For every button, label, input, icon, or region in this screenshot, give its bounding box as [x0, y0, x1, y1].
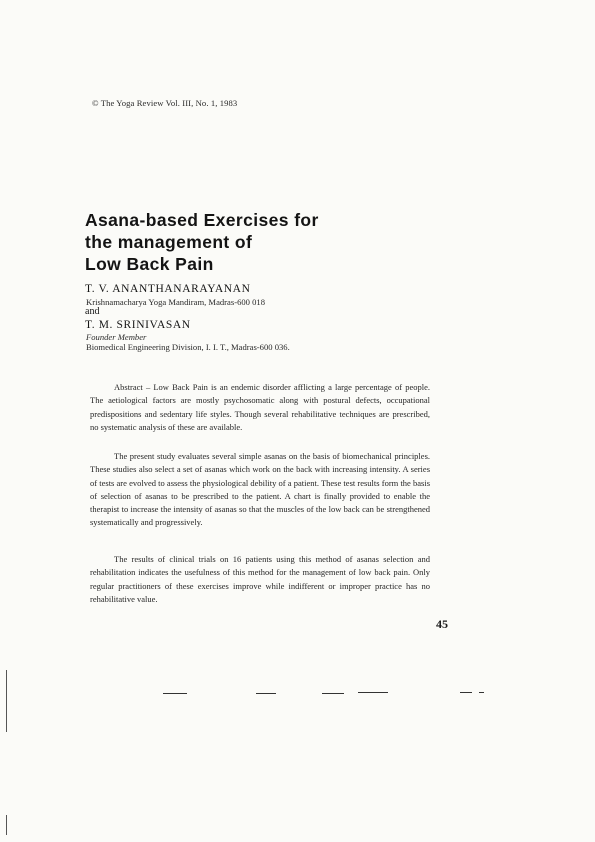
author-1-name: T. V. ANANTHANARAYANAN	[85, 283, 251, 295]
scan-edge-mark	[6, 815, 7, 835]
scan-mark	[479, 692, 484, 693]
scan-mark	[358, 692, 388, 693]
author-connector: and	[85, 306, 100, 317]
scan-mark	[460, 692, 472, 693]
abstract-paragraph-2: The present study evaluates several simple asanas on the basis of biomechanical principles. These studies also select a set of asanas which work on the back with increasing intensity. A series of tests are evolved to assess the physiological debility of a patient. These test results form the basis of selection of asanas to be prescribed to the patient. A chart is finally provided to enable the therapist to increase the intensity of asanas so that the muscles of the low back can be strengthened systematically and progressively.	[90, 451, 430, 528]
author-1-affiliation: Krishnamacharya Yoga Mandiram, Madras-600 018	[86, 297, 265, 307]
scan-mark	[256, 693, 276, 694]
journal-citation: © The Yoga Review Vol. III, No. 1, 1983	[92, 98, 238, 108]
scan-edge-mark	[6, 670, 7, 732]
title-line-1: Asana-based Exercises for	[85, 210, 319, 230]
title-line-3: Low Back Pain	[85, 254, 214, 274]
author-2-role: Founder Member	[86, 332, 147, 342]
title-line-2: the management of	[85, 232, 253, 252]
author-2-name: T. M. SRINIVASAN	[85, 319, 191, 331]
abstract-paragraph-1: Abstract – Low Back Pain is an endemic disorder afflicting a large percentage of people. The aetiological factors are mostly psychosomatic along with postural defects, occupational predispositions and sedentary life styles. Though several rehabilitative techniques are prescribed, no systematic analysis of these are available.	[90, 382, 430, 432]
abstract-paragraph-3: The results of clinical trials on 16 patients using this method of asanas selection and rehabilitation indicates the usefulness of this method for the management of low back pain. Only regular practitioners of these exercises improve while indifferent or improper practice has no rehabilitative value.	[90, 554, 430, 604]
article-title	[85, 209, 385, 275]
page-number: 45	[436, 617, 448, 631]
scan-mark	[322, 693, 344, 694]
author-2-affiliation: Biomedical Engineering Division, I. I. T., Madras-600 036.	[86, 342, 290, 352]
scan-mark	[163, 693, 187, 694]
